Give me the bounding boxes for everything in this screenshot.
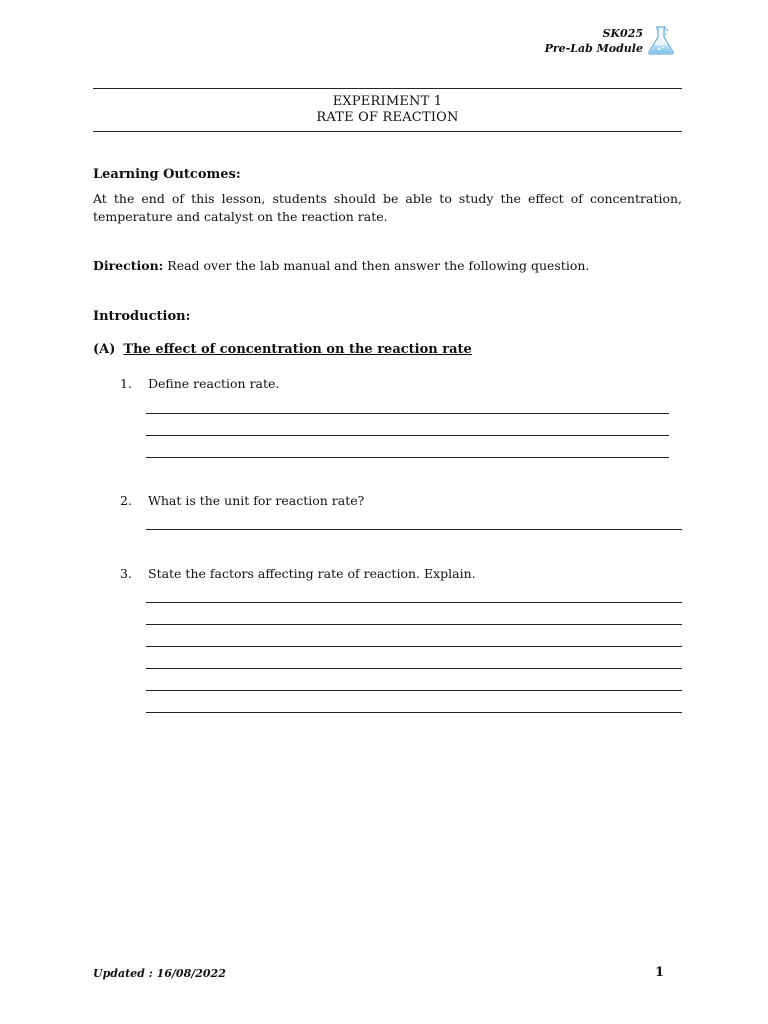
introduction-heading: Introduction: bbox=[93, 309, 191, 324]
section-a-label: (A) bbox=[93, 342, 116, 357]
experiment-title: RATE OF REACTION bbox=[316, 110, 459, 125]
answer-line[interactable] bbox=[146, 668, 682, 669]
answer-line[interactable] bbox=[146, 529, 682, 530]
question-2-text: What is the unit for reaction rate? bbox=[148, 493, 365, 508]
learning-outcomes-text: At the end of this lesson, students should be able to study the effect of concentration, temperature and catalyst on the reaction rate. bbox=[93, 191, 682, 224]
answer-line[interactable] bbox=[146, 435, 669, 436]
section-a-heading bbox=[93, 342, 472, 357]
direction-text: Read over the lab manual and then answer the following question. bbox=[167, 258, 590, 273]
question-3-text: State the factors affecting rate of reaction. Explain. bbox=[148, 566, 476, 581]
direction-label: Direction: bbox=[93, 258, 164, 273]
question-1-text: Define reaction rate. bbox=[148, 376, 280, 391]
module-name: Pre-Lab Module bbox=[544, 42, 643, 55]
course-code: SK025 bbox=[602, 27, 643, 40]
question-2-number: 2. bbox=[120, 493, 132, 508]
section-a-title: The effect of concentration on the reaction rate bbox=[123, 342, 472, 357]
flask-icon bbox=[645, 24, 677, 56]
question-3-number: 3. bbox=[120, 566, 132, 581]
title-bottom-rule bbox=[93, 131, 682, 132]
answer-line[interactable] bbox=[146, 457, 669, 458]
question-1-number: 1. bbox=[120, 376, 132, 391]
updated-date: Updated : 16/08/2022 bbox=[93, 967, 226, 980]
direction bbox=[93, 258, 589, 273]
answer-line[interactable] bbox=[146, 646, 682, 647]
answer-line[interactable] bbox=[146, 624, 682, 625]
answer-line[interactable] bbox=[146, 413, 669, 414]
answer-line[interactable] bbox=[146, 690, 682, 691]
answer-line[interactable] bbox=[146, 602, 682, 603]
experiment-number: EXPERIMENT 1 bbox=[332, 94, 443, 109]
learning-outcomes-heading: Learning Outcomes: bbox=[93, 167, 241, 182]
title-top-rule bbox=[93, 88, 682, 89]
page-number: 1 bbox=[655, 965, 665, 980]
answer-line[interactable] bbox=[146, 712, 682, 713]
